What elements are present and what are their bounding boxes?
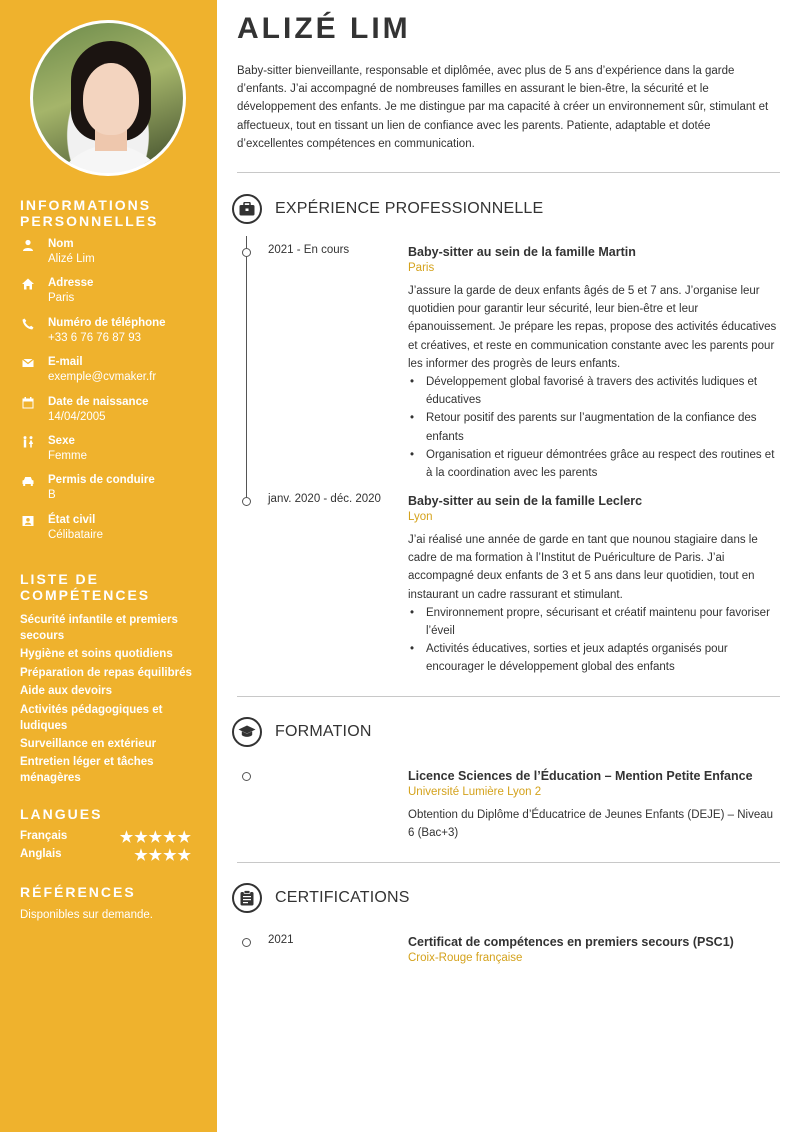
- info-value: 14/04/2005: [48, 410, 106, 423]
- job-bullets: [408, 373, 780, 482]
- certification-item: [408, 934, 780, 972]
- info-value: Alizé Lim: [48, 253, 95, 265]
- sidebar: [0, 0, 217, 1132]
- divider: [237, 862, 780, 863]
- info-value: Paris: [48, 292, 75, 305]
- skill-item: Aide aux devoirs: [20, 685, 113, 698]
- certification-date: 2021: [268, 934, 294, 946]
- language-name: Français: [20, 830, 68, 842]
- home-icon: [22, 278, 34, 290]
- timeline-dot: [242, 497, 251, 506]
- mail-icon: [22, 357, 34, 369]
- calendar-icon: [22, 397, 34, 409]
- info-item-birthdate: [20, 395, 200, 434]
- job-bullet: • Organisation et rigueur démontrées grâce au respect des routines et à la coordination avec les parents: [408, 446, 780, 482]
- skills-list: [20, 612, 200, 789]
- info-label: Sexe: [48, 434, 75, 447]
- skill-item: Hygiène et soins quotidiens: [20, 648, 173, 661]
- id-card-icon: [22, 515, 34, 527]
- skill-item: Préparation de repas équilibrés: [20, 666, 192, 679]
- job-title: Baby-sitter au sein de la famille Martin: [408, 245, 636, 259]
- phone-icon: [22, 318, 34, 330]
- info-value: B: [48, 489, 56, 502]
- experience-title: EXPÉRIENCE PROFESSIONNELLE: [275, 200, 544, 217]
- certification-issuer: Croix-Rouge française: [408, 952, 523, 964]
- info-label: État civil: [48, 513, 96, 526]
- info-item-license: [20, 473, 200, 512]
- info-label: Numéro de téléphone: [48, 316, 166, 329]
- candidate-name: ALIZÉ LIM: [237, 12, 411, 45]
- person-icon: [22, 239, 34, 251]
- info-item-gender: [20, 434, 200, 473]
- job-bullets: [408, 604, 780, 677]
- timeline-dot: [242, 938, 251, 947]
- language-stars: ★★★★: [134, 847, 192, 864]
- personal-info-title: INFORMATIONS PERSONNELLES: [20, 197, 159, 229]
- job-bullet: • Activités éducatives, sorties et jeux adaptés organisés pour encourager le développement global des enfants: [408, 640, 780, 676]
- job-description: J’assure la garde de deux enfants âgés de 5 et 7 ans. J’organise leur quotidien pour garantir leur sécurité, leur bien-être et leur épanouissement. Je prépare les repas, propose des activités éducatives et créatives, et reste en communication constante avec les parents pour les informer des progrès de leurs enfants.: [408, 285, 777, 370]
- briefcase-icon: [232, 194, 262, 224]
- skill-item: Activités pédagogiques et ludiques: [20, 703, 163, 732]
- info-item-name: [20, 237, 200, 276]
- gender-icon: [22, 436, 34, 448]
- info-value: +33 6 76 76 87 93: [48, 331, 142, 344]
- info-label: Adresse: [48, 277, 94, 290]
- job-place: Paris: [408, 262, 435, 274]
- car-icon: [22, 475, 34, 487]
- info-item-address: [20, 276, 200, 315]
- references-text: Disponibles sur demande.: [20, 909, 153, 921]
- timeline-dot: [242, 248, 251, 257]
- language-stars: ★★★★★: [119, 829, 192, 846]
- experience-timeline: [246, 236, 247, 506]
- graduation-cap-icon: [232, 717, 262, 747]
- references-title: RÉFÉRENCES: [20, 884, 136, 900]
- language-item: [20, 848, 192, 866]
- degree-title: Licence Sciences de l’Éducation – Mention Petite Enfance: [408, 769, 753, 783]
- divider: [237, 696, 780, 697]
- experience-item: [408, 244, 780, 482]
- info-item-phone: [20, 316, 200, 355]
- profile-photo: [30, 20, 186, 176]
- clipboard-icon: [232, 883, 262, 913]
- experience-item: [408, 493, 780, 677]
- info-item-email: [20, 355, 200, 394]
- experience-date: 2021 - En cours: [268, 244, 350, 256]
- job-place: Lyon: [408, 511, 433, 523]
- language-name: Anglais: [20, 848, 62, 860]
- skill-item: Entretien léger et tâches ménagères: [20, 756, 154, 785]
- languages-title: LANGUES: [20, 806, 103, 822]
- skill-item: Sécurité infantile et premiers secours: [20, 614, 178, 642]
- divider: [237, 172, 780, 173]
- experience-date: janv. 2020 - déc. 2020: [268, 493, 381, 505]
- school-name: Université Lumière Lyon 2: [408, 786, 542, 798]
- job-bullet: • Développement global favorisé à travers des activités ludiques et éducatives: [408, 373, 780, 409]
- info-value: exemple@cvmaker.fr: [48, 371, 157, 384]
- job-bullet: • Retour positif des parents sur l’augmentation de la confiance des enfants: [408, 409, 780, 445]
- job-description: J’ai réalisé une année de garde en tant que nounou stagiaire dans le cadre de ma formation à l’Institut de Puériculture de Paris. J’ai accompagné deux enfants de 3 et 5 ans dans leur quotidien, tout en instaurant un cadre rassurant et stimulant.: [408, 534, 758, 601]
- job-bullet: • Environnement propre, sécurisant et créatif maintenu pour favoriser l’éveil: [408, 604, 780, 640]
- skill-item: Surveillance en extérieur: [20, 737, 157, 750]
- education-title: FORMATION: [275, 723, 372, 740]
- info-value: Célibataire: [48, 528, 103, 541]
- info-label: Nom: [48, 238, 74, 250]
- timeline-dot: [242, 772, 251, 781]
- info-label: E-mail: [48, 356, 83, 369]
- info-value: Femme: [48, 449, 87, 462]
- profile-summary: Baby-sitter bienveillante, responsable et diplômée, avec plus de 5 ans d’expérience dans la garde d’enfants. J’ai accompagné de nombreuses familles en assurant le bien-être, la sécurité et le développement des enfants. Je me distingue par ma capacité à créer un environnement sûr, stimulant et affectueux, tout en tissant un lien de confiance avec les parents. Patiente, adaptable et dotée d’excellentes compétences en communication.: [237, 65, 769, 150]
- personal-info-list: [20, 237, 200, 552]
- skills-title: LISTE DE COMPÉTENCES: [20, 571, 151, 603]
- education-item: [408, 768, 780, 842]
- job-title: Baby-sitter au sein de la famille Leclerc: [408, 494, 643, 508]
- certification-title: Certificat de compétences en premiers secours (PSC1): [408, 935, 734, 949]
- info-label: Date de naissance: [48, 395, 149, 408]
- info-label: Permis de conduire: [48, 474, 155, 487]
- info-item-civil-status: [20, 513, 200, 552]
- degree-description: Obtention du Diplôme d’Éducatrice de Jeunes Enfants (DEJE) – Niveau 6 (Bac+3): [408, 809, 774, 840]
- certifications-title: CERTIFICATIONS: [275, 889, 410, 906]
